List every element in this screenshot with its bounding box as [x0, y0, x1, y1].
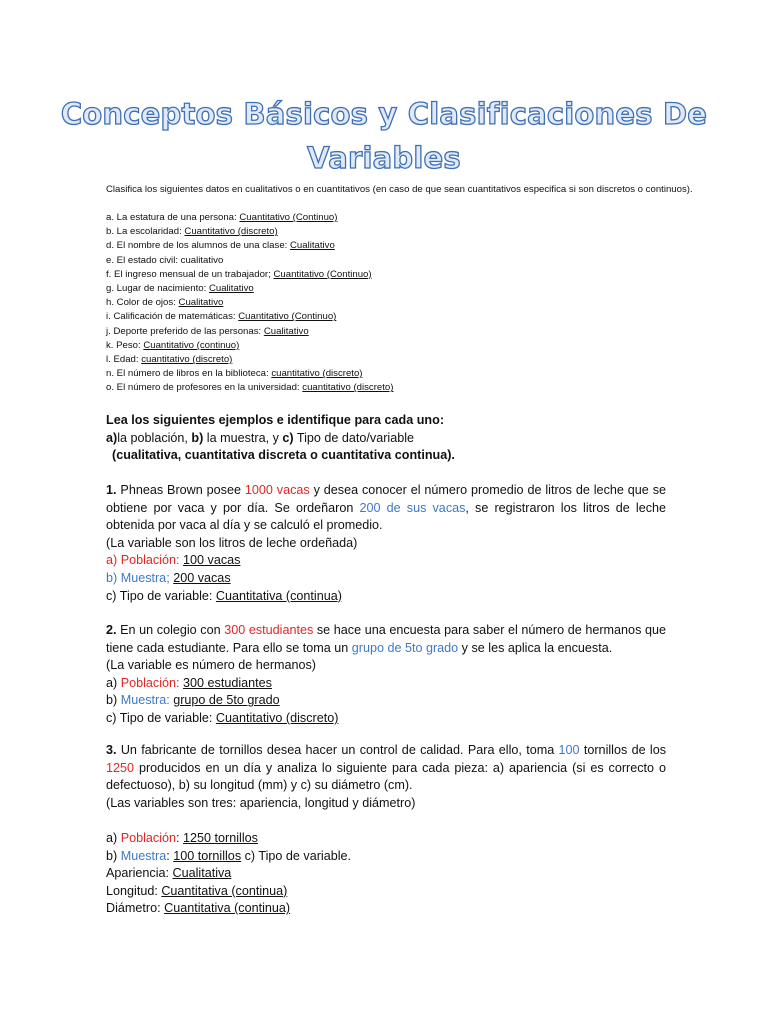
item-text: f. El ingreso mensual de un trabajador; — [106, 268, 274, 280]
item-text: d. El nombre de los alumnos de una clase: — [106, 240, 290, 252]
highlight-sample: 100 — [558, 743, 580, 757]
item-answer: Cualitativo — [263, 325, 309, 337]
example-number: 1. — [106, 483, 117, 497]
item-answer: Cuantitativo (Continuo) — [239, 212, 338, 223]
text: b) — [106, 848, 121, 863]
text: : — [166, 848, 174, 863]
population-line — [106, 552, 666, 570]
intro-paragraph — [106, 183, 706, 197]
text: En un colegio con — [116, 623, 225, 637]
spacer — [106, 812, 666, 830]
text: a) — [106, 830, 121, 845]
population-line — [106, 675, 666, 693]
label-a: a) — [106, 430, 118, 445]
page-title-line-1: Conceptos Básicos y Clasificaciones De — [60, 97, 708, 131]
classification-list — [106, 211, 706, 396]
item-answer: cuantitativo (discreto) — [141, 354, 233, 366]
text: Un fabricante de tornillos desea hacer un control de calidad. Para ello, toma — [116, 743, 559, 757]
list-item — [106, 367, 706, 381]
text-tipo: Tipo de dato/variable — [293, 430, 415, 445]
variable-note: (La variable son los litros de leche ordeñada) — [106, 535, 358, 550]
item-text: i. Calificación de matemáticas: — [106, 311, 239, 323]
population-value: 1250 tornillos — [183, 830, 258, 845]
appearance-value: Cualitativa — [172, 866, 232, 881]
text: , se registraron los litros de leche obtenida por vaca al día y se calculó el promedio. — [106, 500, 667, 533]
list-item — [106, 268, 706, 282]
population-label: Población: — [120, 675, 180, 690]
list-item — [106, 325, 706, 339]
list-item — [106, 339, 706, 353]
highlight-sample: 200 de sus vacas — [359, 500, 466, 515]
list-item — [106, 254, 706, 268]
type-value: Cuantitativa (continua) — [215, 588, 342, 603]
type-label: c) Tipo de variable: — [106, 710, 216, 725]
type-line — [106, 710, 666, 728]
population-line — [106, 830, 666, 848]
text: tornillos de los — [579, 743, 667, 757]
text: b) — [106, 693, 121, 708]
item-text: l. Edad: — [106, 354, 142, 366]
item-answer: cuantitativo (discreto) — [271, 368, 363, 380]
intro-text: Clasifica los siguientes datos en cualitativos o en cuantitativos (en caso de que sean cuantitativos especifica si son discretos o continuos). — [106, 184, 693, 195]
example-1-statement — [106, 482, 666, 535]
sample-value: 100 tornillos — [173, 848, 242, 863]
length-label: Longitud: — [106, 883, 162, 898]
text: se hace una encuesta para saber el número de hermanos que tiene cada estudiante. Para ello se toma un — [106, 623, 666, 655]
instructions-line-1: Lea los siguientes ejemplos e identifique para cada uno: — [106, 413, 445, 427]
item-answer: cuantitativo (discreto) — [302, 382, 394, 394]
variable-note: (La variable es número de hermanos) — [106, 658, 317, 673]
item-text: o. El número de profesores en la universidad: — [106, 382, 303, 394]
highlight-population: 1000 vacas — [244, 483, 310, 497]
item-answer: Cualitativo — [178, 297, 224, 309]
item-answer: Cuantitativo (Continuo) — [273, 268, 372, 280]
type-value: Cuantitativo (discreto) — [215, 710, 339, 725]
label-b: b) — [191, 430, 204, 445]
sample-value: grupo de 5to grado — [173, 693, 280, 708]
label-c: c) — [282, 430, 294, 445]
example-3-statement — [106, 742, 666, 795]
instructions-line-2 — [106, 430, 666, 448]
text: Phneas Brown posee — [116, 483, 245, 497]
example-2-statement — [106, 622, 666, 657]
example-3 — [106, 742, 666, 918]
population-value: 100 vacas — [183, 553, 241, 568]
example-1 — [106, 482, 666, 605]
page-title — [60, 92, 708, 180]
item-text: n. El número de libros en la biblioteca: — [106, 368, 272, 380]
item-text: a. La estatura de una persona: — [106, 212, 240, 223]
example-number: 2. — [106, 623, 117, 637]
item-answer: Cualitativo — [290, 240, 335, 252]
appearance-label: Apariencia: — [106, 866, 173, 881]
diameter-label: Diámetro: — [106, 901, 165, 916]
list-item — [106, 296, 706, 310]
item-text: k. Peso: — [106, 339, 144, 351]
sample-label: b) Muestra; — [106, 570, 170, 585]
type-label: c) Tipo de variable: — [106, 588, 216, 603]
population-value: 300 estudiantes — [183, 675, 272, 690]
list-item — [106, 310, 706, 324]
example-number: 3. — [106, 743, 117, 757]
item-text: j. Deporte preferido de las personas: — [106, 325, 264, 337]
sample-line — [106, 692, 666, 710]
population-label: a) Población: — [106, 553, 180, 568]
item-text: g. Lugar de nacimiento: — [106, 283, 209, 295]
item-text: e. El estado civil: cualitativo — [106, 254, 224, 266]
highlight-population: 1250 — [106, 760, 135, 775]
text: : — [176, 830, 184, 845]
variable-note: (Las variables son tres: apariencia, longitud y diámetro) — [106, 795, 416, 810]
text: a) — [106, 675, 121, 690]
list-item — [106, 282, 706, 296]
sample-label: Muestra: — [120, 693, 170, 708]
highlight-sample: grupo de 5to grado — [351, 640, 459, 655]
text: y se les aplica la encuesta. — [458, 640, 613, 655]
sample-label: Muestra — [120, 848, 167, 863]
list-item — [106, 225, 706, 239]
instructions-line-3: (cualitativa, cuantitativa discreta o cuantitativa continua). — [112, 448, 455, 462]
sample-line — [106, 848, 666, 866]
list-item — [106, 239, 706, 253]
item-answer: Cuantitativo (discreto) — [184, 226, 278, 238]
diameter-value: Cuantitativa (continua) — [164, 901, 291, 916]
item-text: b. La escolaridad: — [106, 226, 185, 238]
text-poblacion: la población, — [117, 430, 192, 445]
highlight-population: 300 estudiantes — [224, 623, 314, 637]
list-item — [106, 381, 706, 395]
type-line — [106, 588, 666, 606]
example-2 — [106, 622, 666, 728]
sample-value: 200 vacas — [173, 570, 231, 585]
item-answer: Cualitativo — [208, 283, 254, 295]
text: producidos en un día y analiza lo siguiente para cada pieza: a) apariencia (si es correcto o defectuoso), b) su longitud (mm) y c) su diámetro (cm). — [106, 760, 666, 793]
population-label: Población — [120, 830, 177, 845]
item-answer: Cuantitativo (continuo) — [143, 339, 240, 351]
instructions-block — [106, 412, 666, 465]
list-item — [106, 353, 706, 367]
text-muestra: la muestra, y — [203, 430, 283, 445]
length-line — [106, 883, 666, 901]
diameter-line — [106, 900, 666, 918]
item-text: h. Color de ojos: — [106, 297, 179, 309]
text: y desea conocer el número promedio de litros de leche que se obtiene por vaca y por día. Se ordeñaron — [106, 483, 666, 515]
page-title-line-2: Variables — [307, 141, 461, 175]
appearance-line — [106, 865, 666, 883]
list-item — [106, 211, 706, 225]
item-answer: Cuantitativo (Continuo) — [238, 311, 337, 323]
length-value: Cuantitativa (continua) — [161, 883, 288, 898]
text: c) Tipo de variable. — [241, 848, 352, 863]
sample-line — [106, 570, 666, 588]
